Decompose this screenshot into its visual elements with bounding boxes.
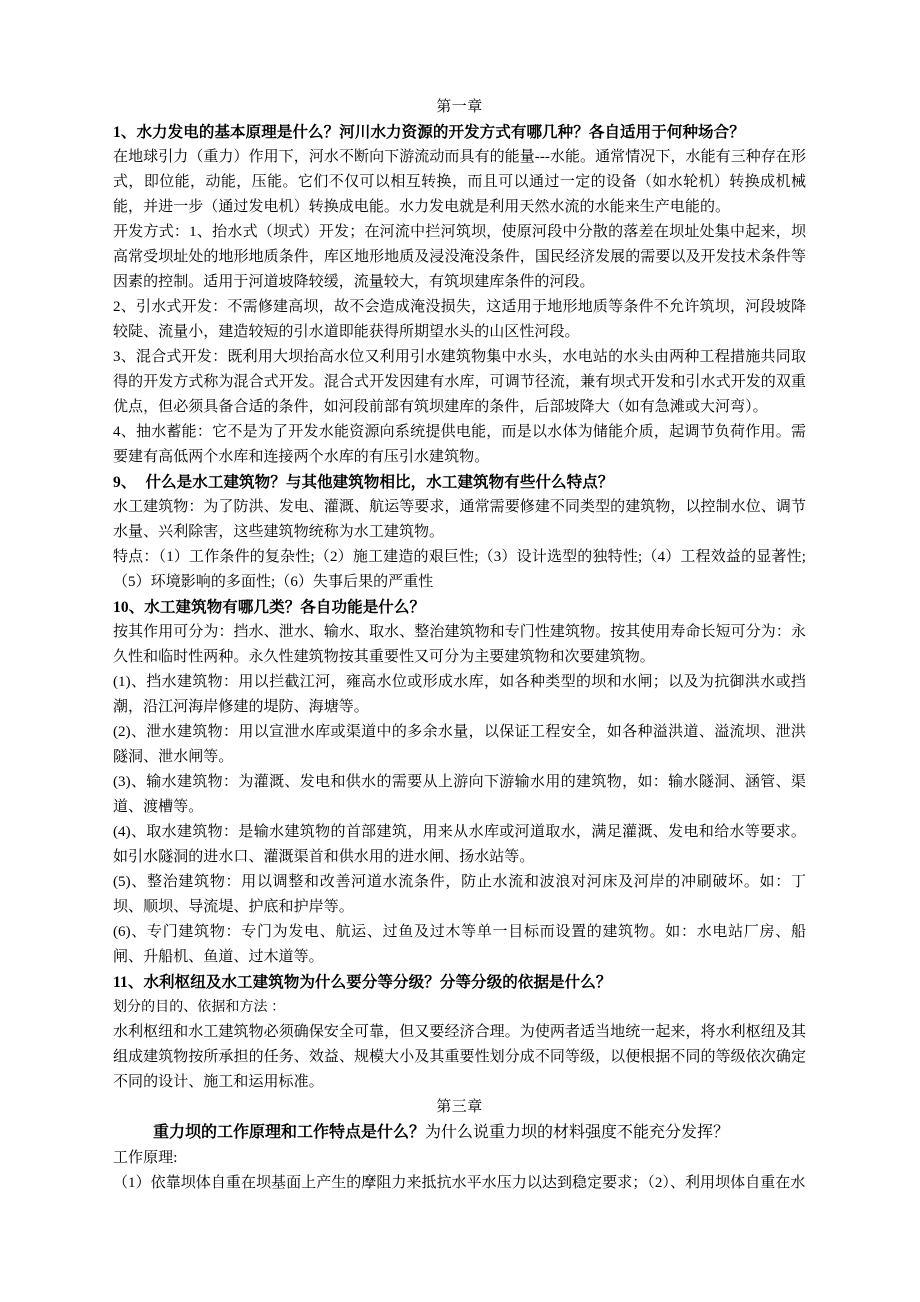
question-9-paragraph-1: 水工建筑物：为了防洪、发电、灌溉、航运等要求，通常需要修建不同类型的建筑物，以控制水位、调节水量、兴利除害，这些建筑物统称为水工建筑物。 [113,499,806,540]
question-10-item-2: (2)、泄水建筑物：用以宣泄水库或渠道中的多余水量，以保证工程安全，如各种溢洪道、溢流坝、泄洪隧洞、泄水闸等。 [113,724,806,765]
question-9-number: 9、 [113,474,137,491]
question-9-paragraph-2: 特点：（1）工作条件的复杂性;（2）施工建造的艰巨性;（3）设计选型的独特性;（4）工程效益的显著性;（5）环境影响的多面性;（6）失事后果的严重性 [113,549,806,590]
document-body [113,95,806,1196]
question-11-paragraph-2: 水利枢纽和水工建筑物必须确保安全可靠，但又要经济合理。为使两者适当地统一起来，将水利枢纽及其组成建筑物按所承担的任务、效益、规模大小及其重要性划分成不同等级，以便根据不同的等级依次确定不同的设计、施工和运用标准。 [113,1024,806,1090]
chapter-three-title-bold: 重力坝的工作原理和工作特点是什么？ [153,1124,426,1141]
chapter-three-title-regular: 为什么说重力坝的材料强度不能充分发挥？ [425,1124,730,1141]
chapter-three-heading: 第三章 [436,1099,483,1115]
chapter-three-title [113,1120,806,1146]
question-1-paragraph-5: 4、抽水蓄能：它不是为了开发水能资源向系统提供电能，而是以水体为储能介质，起调节负荷作用。需要建有高低两个水库和连接两个水库的有压引水建筑物。 [113,424,806,465]
question-1-paragraph-4: 3、混合式开发：既利用大坝抬高水位又利用引水建筑物集中水头，水电站的水头由两种工程措施共同取得的开发方式称为混合式开发。混合式开发因建有水库，可调节径流，兼有坝式开发和引水式开发的双重优点，但必须具备合适的条件，如河段前部有筑坝建库的条件，后部坡降大（如有急滩或大河弯）。 [113,349,806,415]
question-11-heading: 11、水利枢纽及水工建筑物为什么要分等分级？分等分级的依据是什么？ [113,974,612,991]
question-10-item-6: (6)、专门建筑物：专门为发电、航运、过鱼及过木等单一目标而设置的建筑物。如：水电站厂房、船闸、升船机、鱼道、过木道等。 [113,924,806,965]
chapter-one-heading: 第一章 [436,99,483,115]
question-10-item-3: (3)、输水建筑物：为灌溉、发电和供水的需要从上游向下游输水用的建筑物，如：输水隧洞、涵管、渠道、渡槽等。 [113,774,806,815]
question-1-paragraph-1: 在地球引力（重力）作用下，河水不断向下游流动而具有的能量---水能。通常情况下，水能有三种存在形式，即位能，动能，压能。它们不仅可以相互转换，而且可以通过一定的设备（如水轮机）转换成机械能，并进一步（通过发电机）转换成电能。水力发电就是利用天然水流的水能来生产电能的。 [113,149,806,215]
question-11-paragraph-1: 划分的目的、依据和方法 ： [113,1000,286,1015]
question-1-paragraph-3: 2、引水式开发：不需修建高坝，故不会造成淹没损失，这适用于地形地质等条件不允许筑坝，河段坡降较陡、流量小，建造较短的引水道即能获得所期望水头的山区性河段。 [113,299,806,340]
question-1-heading: 1、水力发电的基本原理是什么？河川水力资源的开发方式有哪几种？各自适用于何种场合？ [113,124,745,141]
chapter-three-paragraph-1: 工作原理: [113,1150,178,1166]
question-10-item-4: (4)、取水建筑物：是输水建筑物的首部建筑，用来从水库或河道取水，满足灌溉、发电和给水等要求。如引水隧洞的进水口、灌溉渠首和供水用的进水闸、扬水站等。 [113,824,806,865]
question-9-heading-text: 什么是水工建筑物？与其他建筑物相比，水工建筑物有些什么特点？ [145,474,614,491]
chapter-three-paragraph-2: （1）依靠坝体自重在坝基面上产生的摩阻力来抵抗水平水压力以达到稳定要求；（2）、利用坝体自重在水 [113,1175,806,1191]
question-9-heading [113,470,806,495]
question-1-paragraph-2: 开发方式：1、抬水式（坝式）开发；在河流中拦河筑坝，使原河段中分散的落差在坝址处集中起来，坝高常受坝址处的地形地质条件，库区地形地质及浸没淹没条件，国民经济发展的需要以及开发技术条件等因素的控制。适用于河道坡降较缓，流量较大，有筑坝建库条件的河段。 [113,224,806,290]
question-10-item-5: (5)、整治建筑物：用以调整和改善河道水流条件，防止水流和波浪对河床及河岸的冲刷破坏。如：丁坝、顺坝、导流堤、护底和护岸等。 [113,874,806,915]
question-10-heading: 10、水工建筑物有哪几类？各自功能是什么？ [113,599,426,616]
question-10-item-1: (1)、挡水建筑物：用以拦截江河，雍高水位或形成水库，如各种类型的坝和水闸；以及为抗御洪水或挡潮，沿江河海岸修建的堤防、海塘等。 [113,674,806,715]
question-10-paragraph-1: 按其作用可分为：挡水、泄水、输水、取水、整治建筑物和专门性建筑物。按其使用寿命长短可分为：永久性和临时性两种。永久性建筑物按其重要性又可分为主要建筑物和次要建筑物。 [113,624,806,665]
